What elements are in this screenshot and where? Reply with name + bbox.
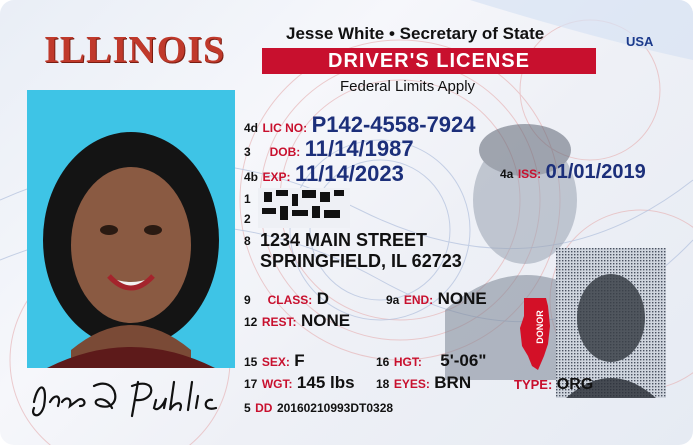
class-label: CLASS: <box>267 293 313 307</box>
address-line-2: SPRINGFIELD, IL 62723 <box>260 251 462 271</box>
field-num: 16 <box>376 355 390 369</box>
type-label: TYPE: <box>514 377 553 392</box>
field-num: 4b <box>244 170 259 184</box>
name-redacted-block <box>258 188 350 228</box>
field-dd <box>244 399 393 417</box>
secretary-line: Jesse White • Secretary of State <box>286 24 545 43</box>
dd-label: DD <box>255 401 273 415</box>
country-code: USA <box>626 34 654 49</box>
field-num: 1 <box>244 192 251 206</box>
sex-label: SEX: <box>261 355 290 369</box>
hgt-label: HGT: <box>393 355 422 369</box>
eyes-value: BRN <box>434 373 472 392</box>
exp-value: 11/14/2023 <box>294 161 404 186</box>
field-name <box>244 192 251 226</box>
iss-label: ISS: <box>517 167 542 181</box>
field-eyes <box>376 373 471 393</box>
donor-label: DONOR <box>534 310 545 344</box>
portrait-icon <box>27 90 235 368</box>
holder-photo <box>27 90 235 368</box>
field-address <box>244 232 251 250</box>
end-value: NONE <box>437 289 487 308</box>
lic-no-label: LIC NO: <box>262 121 308 135</box>
eyes-label: EYES: <box>393 377 430 391</box>
type-value: ORG <box>556 376 594 393</box>
federal-limits-text: Federal Limits Apply <box>340 78 476 95</box>
field-rest <box>244 311 350 331</box>
field-num: 2 <box>244 212 251 226</box>
field-dob <box>244 136 414 162</box>
field-end <box>386 289 487 309</box>
field-num: 5 <box>244 401 251 415</box>
field-num: 4a <box>500 167 514 181</box>
wgt-value: 145 lbs <box>296 373 355 392</box>
field-num: 9 <box>244 293 251 307</box>
field-num: 17 <box>244 377 258 391</box>
field-num: 15 <box>244 355 258 369</box>
dob-value: 11/14/1987 <box>304 136 414 161</box>
doc-type-banner: DRIVER'S LICENSE <box>262 48 596 74</box>
dob-label: DOB: <box>269 145 301 159</box>
field-hgt <box>376 351 486 371</box>
field-wgt <box>244 373 355 393</box>
field-class <box>244 289 329 309</box>
class-value: D <box>316 289 329 308</box>
field-num: 18 <box>376 377 390 391</box>
end-label: END: <box>403 293 434 307</box>
field-type <box>514 376 593 394</box>
field-num: 4d <box>244 121 259 135</box>
lic-no-value: P142-4558-7924 <box>311 112 476 137</box>
field-num: 8 <box>244 234 251 248</box>
sex-value: F <box>294 351 305 370</box>
rest-value: NONE <box>300 311 351 330</box>
exp-label: EXP: <box>262 170 291 184</box>
field-exp <box>244 161 404 187</box>
wgt-label: WGT: <box>261 377 293 391</box>
field-lic-no <box>244 112 476 138</box>
field-sex <box>244 351 305 371</box>
hgt-value: 5'-06" <box>440 351 487 370</box>
signature-image <box>28 372 240 422</box>
field-num: 9a <box>386 293 400 307</box>
address-block <box>260 230 462 272</box>
address-line-1: 1234 MAIN STREET <box>260 230 428 250</box>
state-name: ILLINOIS <box>44 29 226 71</box>
field-num: 12 <box>244 315 258 329</box>
dd-value: 20160210993DT0328 <box>276 401 394 415</box>
iss-value: 01/01/2019 <box>545 161 646 183</box>
field-iss <box>500 161 646 184</box>
rest-label: REST: <box>261 315 297 329</box>
field-num: 3 <box>244 145 251 159</box>
